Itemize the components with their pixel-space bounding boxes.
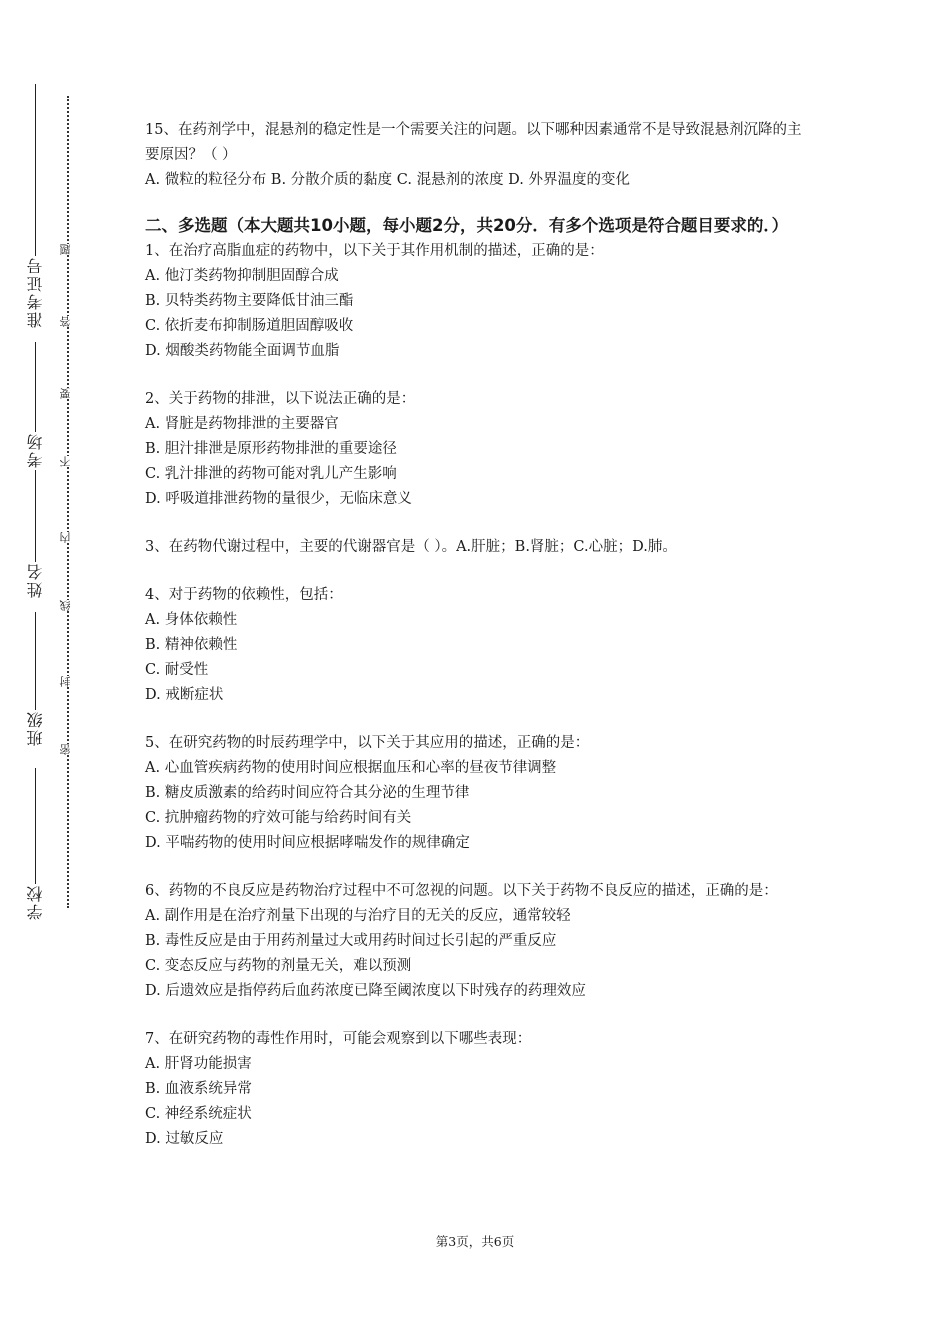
seal-char: 封 bbox=[59, 676, 75, 687]
option-c: C. 乳汁排泄的药物可能对乳儿产生影响 bbox=[145, 466, 397, 482]
question-stem: 5、在研究药物的时辰药理学中，以下关于其应用的描述，正确的是： bbox=[145, 735, 590, 751]
seal-char: 密 bbox=[59, 744, 75, 755]
option-b: B. 毒性反应是由于用药剂量过大或用药时间过长引起的严重反应 bbox=[145, 933, 557, 949]
exam-content bbox=[145, 118, 810, 1152]
name-line bbox=[35, 470, 36, 562]
option-b: B. 血液系统异常 bbox=[145, 1081, 252, 1097]
option-d: D. 戒断症状 bbox=[145, 687, 224, 703]
seal-char: 要 bbox=[59, 388, 75, 399]
class-label: 班级 bbox=[25, 710, 45, 746]
option-b: B. 糖皮质激素的给药时间应符合其分泌的生理节律 bbox=[145, 785, 470, 801]
page-number-footer: 第3页，共6页 bbox=[435, 1234, 515, 1249]
question-stem: 7、在研究药物的毒性作用时，可能会观察到以下哪些表现： bbox=[145, 1031, 532, 1047]
option-c: C. 耐受性 bbox=[145, 662, 209, 678]
question-3 bbox=[145, 535, 810, 560]
option-a: A. 心血管疾病药物的使用时间应根据血压和心率的昼夜节律调整 bbox=[145, 760, 557, 776]
question-7 bbox=[145, 1027, 810, 1152]
exam-room-label: 考场 bbox=[25, 432, 45, 468]
question-4 bbox=[145, 583, 810, 708]
option-a: A. 身体依赖性 bbox=[145, 612, 238, 628]
option-d: D. 过敏反应 bbox=[145, 1131, 224, 1147]
question-stem: 1、在治疗高脂血症的药物中，以下关于其作用机制的描述，正确的是： bbox=[145, 243, 604, 259]
spacer bbox=[145, 364, 810, 387]
exam-room-field bbox=[18, 342, 52, 468]
option-c: C. 变态反应与药物的剂量无关，难以预测 bbox=[145, 958, 412, 974]
seal-char: 答 bbox=[59, 316, 75, 327]
section-title: 二、多选题（本大题共10小题，每小题2分，共20分．有多个选项是符合题目要求的．） bbox=[145, 216, 789, 235]
option-c: C. 抗肿瘤药物的疗效可能与给药时间有关 bbox=[145, 810, 412, 826]
option-d: D. 烟酸类药物能全面调节血脂 bbox=[145, 343, 340, 359]
spacer bbox=[145, 1004, 810, 1027]
exam-number-field bbox=[18, 84, 52, 328]
question-5 bbox=[145, 731, 810, 856]
spacer bbox=[145, 708, 810, 731]
exam-number-label: 准考证号 bbox=[25, 256, 45, 328]
class-line bbox=[35, 612, 36, 710]
question-6 bbox=[145, 879, 810, 1004]
seal-char: 内 bbox=[59, 532, 75, 543]
seal-char: 不 bbox=[59, 456, 75, 467]
option-c: C. 依折麦布抑制肠道胆固醇吸收 bbox=[145, 318, 354, 334]
option-d: D. 呼吸道排泄药物的量很少，无临床意义 bbox=[145, 491, 412, 507]
school-label: 学校 bbox=[25, 884, 45, 920]
option-b: B. 贝特类药物主要降低甘油三酯 bbox=[145, 293, 354, 309]
option-b: B. 精神依赖性 bbox=[145, 637, 238, 653]
exam-number-line bbox=[35, 84, 36, 256]
option-c: C. 神经系统症状 bbox=[145, 1106, 252, 1122]
question-15 bbox=[145, 118, 810, 193]
question-stem: 2、关于药物的排泄，以下说法正确的是： bbox=[145, 391, 416, 407]
seal-dotted-line bbox=[67, 96, 69, 908]
name-field bbox=[18, 470, 52, 598]
option-a: A. 肾脏是药物排泄的主要器官 bbox=[145, 416, 339, 432]
option-b: B. 胆汁排泄是原形药物排泄的重要途径 bbox=[145, 441, 397, 457]
question-stem: 15、在药剂学中，混悬剂的稳定性是一个需要关注的问题。以下哪种因素通常不是导致混悬剂沉降的主要原因？（ ） bbox=[145, 122, 802, 163]
spacer bbox=[145, 856, 810, 879]
question-stem: 6、药物的不良反应是药物治疗过程中不可忽视的问题。以下关于药物不良反应的描述，正确的是： bbox=[145, 883, 778, 899]
name-label: 姓名 bbox=[25, 562, 45, 598]
school-field bbox=[18, 768, 52, 920]
binding-margin bbox=[0, 0, 110, 1344]
question-2 bbox=[145, 387, 810, 512]
question-1 bbox=[145, 239, 810, 364]
school-line bbox=[35, 768, 36, 884]
spacer bbox=[145, 512, 810, 535]
class-field bbox=[18, 612, 52, 746]
spacer bbox=[145, 560, 810, 583]
option-d: D. 后遗效应是指停药后血药浓度已降至阈浓度以下时残存的药理效应 bbox=[145, 983, 586, 999]
seal-char: 题 bbox=[59, 244, 75, 255]
seal-char: 线 bbox=[59, 600, 75, 611]
question-stem: 4、对于药物的依赖性，包括： bbox=[145, 587, 343, 603]
option-a: A. 副作用是在治疗剂量下出现的与治疗目的无关的反应，通常较轻 bbox=[145, 908, 571, 924]
option-d: D. 平喘药物的使用时间应根据哮喘发作的规律确定 bbox=[145, 835, 470, 851]
exam-room-line bbox=[35, 342, 36, 432]
question-stem: 3、在药物代谢过程中，主要的代谢器官是（ ）。A.肝脏；B.肾脏；C.心脏；D.肺。 bbox=[145, 539, 677, 555]
question-options: A. 微粒的粒径分布 B. 分散介质的黏度 C. 混悬剂的浓度 D. 外界温度的变化 bbox=[145, 172, 631, 188]
option-a: A. 肝肾功能损害 bbox=[145, 1056, 252, 1072]
option-a: A. 他汀类药物抑制胆固醇合成 bbox=[145, 268, 339, 284]
